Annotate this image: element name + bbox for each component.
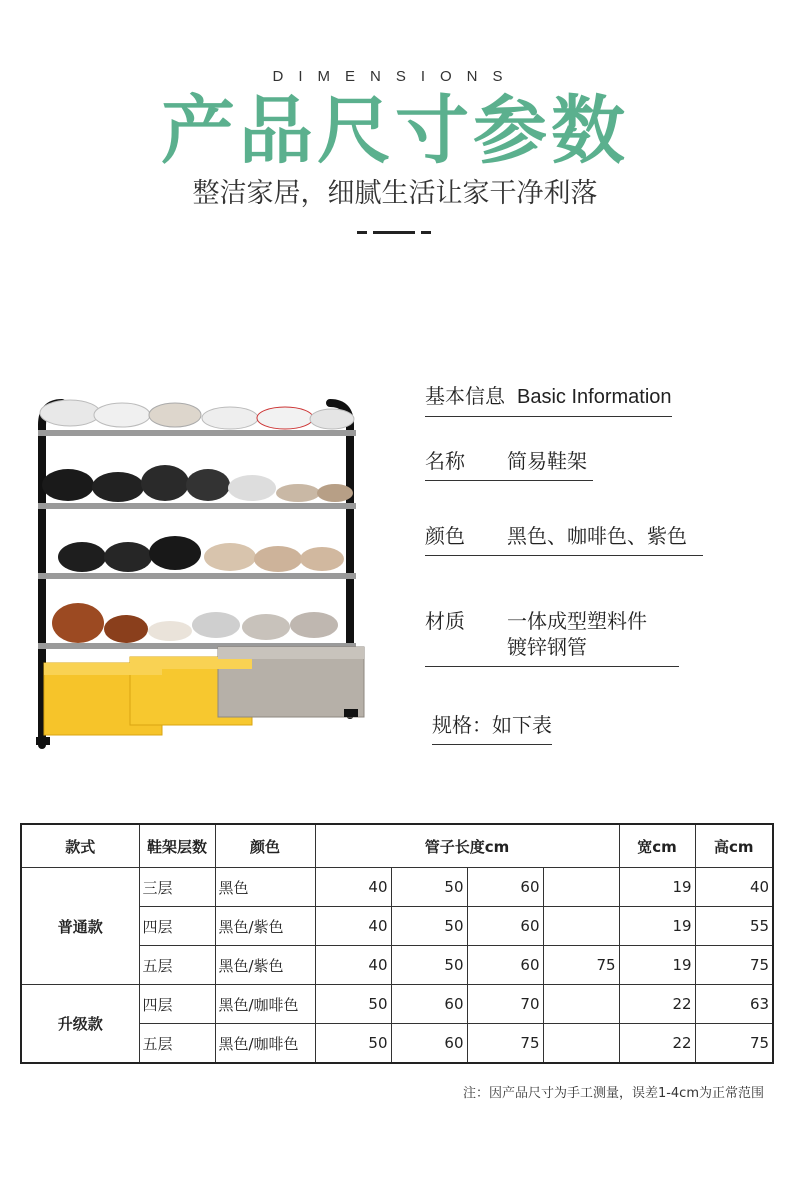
info-row-color (425, 523, 703, 556)
info-heading-en: Basic Information (517, 386, 672, 408)
cell-width: 22 (619, 985, 695, 1024)
cell-tube: 50 (315, 985, 391, 1024)
info-row-spec (432, 712, 552, 745)
cell-width: 19 (619, 868, 695, 907)
cell-height: 75 (695, 1024, 773, 1064)
color-value: 黑色、咖啡色、紫色 (507, 524, 687, 548)
shoes-row-2 (42, 465, 353, 502)
rack-foot-right (344, 709, 358, 717)
cell-tube: 60 (391, 1024, 467, 1064)
cell-tube: 75 (467, 1024, 543, 1064)
cell-tube: 60 (467, 946, 543, 985)
cell-tube: 60 (391, 985, 467, 1024)
rack-shelf-3 (38, 573, 356, 579)
cell-tube (543, 1024, 619, 1064)
dimensions-label: DIMENSIONS (272, 68, 518, 85)
decor-dash-left (357, 231, 367, 234)
info-row-name (425, 448, 593, 481)
cell-tube: 50 (391, 868, 467, 907)
cell-tube: 60 (467, 868, 543, 907)
cell-width: 22 (619, 1024, 695, 1064)
page-subtitle: 整洁家居，细腻生活让家干净利落 (192, 178, 598, 209)
material-value-2: 镀锌钢管 (507, 635, 587, 659)
header-width: 宽cm (619, 824, 695, 868)
material-value-1: 一体成型塑料件 (507, 609, 647, 633)
grey-box-lid (218, 647, 364, 659)
cell-color: 黑色/紫色 (215, 907, 315, 946)
cell-height: 40 (695, 868, 773, 907)
cell-layers: 四层 (139, 985, 215, 1024)
color-label: 颜色 (425, 524, 465, 548)
cell-width: 19 (619, 907, 695, 946)
group-upgrade: 升级款 (21, 985, 139, 1064)
info-heading-cn: 基本信息 (425, 384, 505, 408)
spec-table (20, 823, 774, 1064)
cell-tube: 40 (315, 946, 391, 985)
cell-height: 63 (695, 985, 773, 1024)
cell-color: 黑色 (215, 868, 315, 907)
name-value: 简易鞋架 (507, 449, 587, 473)
cell-tube: 70 (467, 985, 543, 1024)
shoe-rack-photo (30, 385, 370, 750)
rack-shelf-2 (38, 503, 356, 509)
shoes-row-1 (40, 400, 354, 429)
info-heading (425, 383, 672, 417)
header-color: 颜色 (215, 824, 315, 868)
spec-text: 规格：如下表 (432, 713, 552, 737)
cell-layers: 五层 (139, 1024, 215, 1064)
cell-tube: 50 (391, 946, 467, 985)
rack-shelf-1 (38, 430, 356, 436)
cell-tube: 50 (391, 907, 467, 946)
cell-layers: 三层 (139, 868, 215, 907)
page-title: 产品尺寸参数 (161, 88, 629, 174)
table-header-row (21, 824, 773, 868)
cell-tube: 50 (315, 1024, 391, 1064)
cell-tube: 60 (467, 907, 543, 946)
cell-tube (543, 868, 619, 907)
cell-height: 75 (695, 946, 773, 985)
header-tube-length: 管子长度cm (315, 824, 619, 868)
cell-layers: 四层 (139, 907, 215, 946)
cell-layers: 五层 (139, 946, 215, 985)
cell-tube: 40 (315, 868, 391, 907)
cell-width: 19 (619, 946, 695, 985)
header-style: 款式 (21, 824, 139, 868)
rack-foot-left (36, 737, 50, 745)
table-row (21, 985, 773, 1024)
cell-tube (543, 907, 619, 946)
cell-color: 黑色/紫色 (215, 946, 315, 985)
shoes-row-3 (58, 536, 344, 572)
cell-tube (543, 985, 619, 1024)
name-label: 名称 (425, 449, 465, 473)
decor-dash-center (373, 231, 415, 234)
cell-height: 55 (695, 907, 773, 946)
table-row (21, 868, 773, 907)
measurement-note: 注：因产品尺寸为手工测量，误差1-4cm为正常范围 (462, 1086, 764, 1101)
cell-color: 黑色/咖啡色 (215, 985, 315, 1024)
group-standard: 普通款 (21, 868, 139, 985)
header-height: 高cm (695, 824, 773, 868)
header-layers: 鞋架层数 (139, 824, 215, 868)
decor-dash-right (421, 231, 431, 234)
cell-tube: 40 (315, 907, 391, 946)
material-label: 材质 (425, 609, 465, 633)
cell-tube: 75 (543, 946, 619, 985)
cell-color: 黑色/咖啡色 (215, 1024, 315, 1064)
info-row-material (425, 608, 679, 667)
shoes-row-4 (52, 603, 338, 643)
